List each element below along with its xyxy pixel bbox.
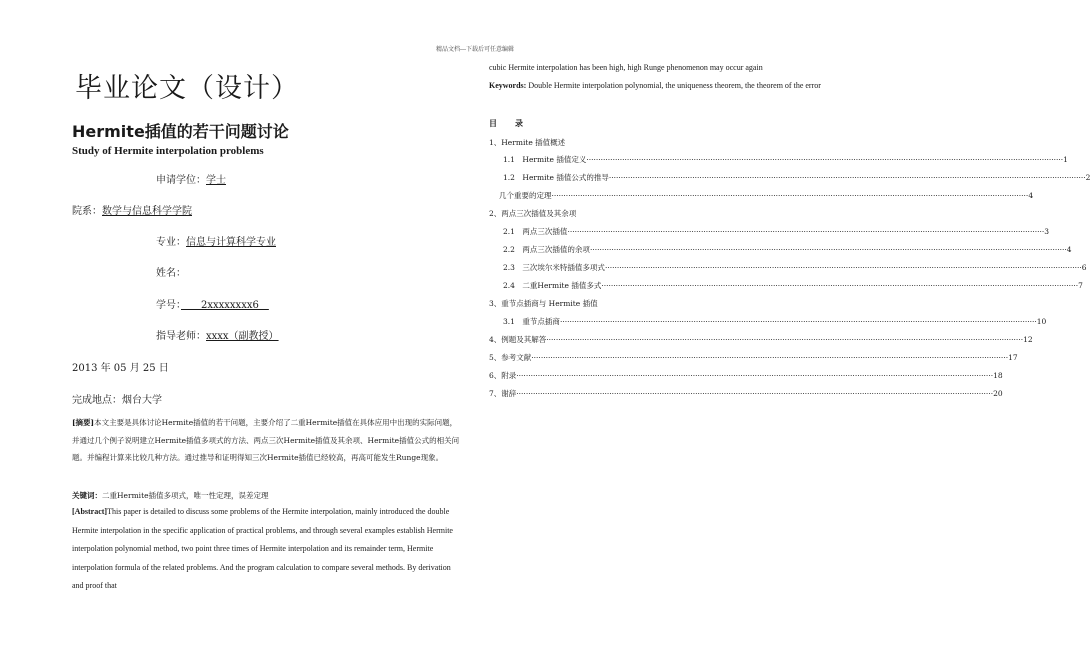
toc-heading: 目录 xyxy=(489,118,541,128)
toc-entry-page: 7 xyxy=(1078,281,1083,290)
id-value: 2xxxxxxxx6 xyxy=(181,300,269,311)
toc-entry-label: 7、谢辞 xyxy=(489,389,517,398)
toc-entry-page: 17 xyxy=(1008,353,1018,362)
advisor-field xyxy=(156,327,279,342)
toc-entry xyxy=(503,154,1068,168)
major-field xyxy=(156,233,276,248)
place: 完成地点：烟台大学 xyxy=(72,395,162,406)
toc-entry-page: 1 xyxy=(1063,155,1068,164)
major-value: 信息与计算科学专业 xyxy=(186,237,276,248)
dept-value: 数学与信息科学学院 xyxy=(102,206,192,217)
thesis-title-cn: Hermite插值的若干问题讨论 xyxy=(72,122,289,141)
toc-leader-dots: ········································································································································································································ xyxy=(551,191,1029,200)
degree-field xyxy=(156,171,226,186)
toc-entry xyxy=(489,298,598,312)
toc-entry xyxy=(489,137,565,151)
name-label: 姓名： xyxy=(156,268,186,279)
toc-entry-page: 10 xyxy=(1036,317,1047,326)
degree-label: 申请学位： xyxy=(156,175,206,186)
keywords-en-text: Double Hermite interpolation polynomial, the uniqueness theorem, the theorem of the error xyxy=(526,81,821,90)
toc-entry-label: 3.1 重节点插商 xyxy=(503,317,560,326)
header-note: 精品文档---下载后可任意编辑 xyxy=(435,46,515,53)
toc-entry-page: 20 xyxy=(993,389,1003,398)
keywords-cn xyxy=(72,487,462,505)
keywords-cn-label: 关键词： xyxy=(72,491,102,500)
toc-entry-label: 2.1 两点三次插值 xyxy=(503,227,568,236)
toc-entry-label: 2、两点三次插值及其余项 xyxy=(489,209,577,218)
toc-entry-label: 2.3 三次埃尔米特插值多项式 xyxy=(503,263,605,272)
toc-entry xyxy=(503,262,1087,276)
toc-entry xyxy=(489,370,1003,384)
toc-leader-dots: ········································································································································································································ xyxy=(516,389,994,398)
toc-leader-dots: ········································································································································································································ xyxy=(559,317,1037,326)
toc-entry-label: 几个重要的定理 xyxy=(499,191,552,200)
toc-entry-page: 18 xyxy=(993,371,1003,380)
toc-leader-dots: ········································································································································································································ xyxy=(589,245,1067,254)
toc-entry xyxy=(503,244,1072,258)
date: 2013 年 05 月 25 日 xyxy=(72,363,169,374)
toc-entry-page: 12 xyxy=(1023,335,1033,344)
major-label: 专业： xyxy=(156,237,186,248)
toc-entry-label: 6、附录 xyxy=(489,371,517,380)
toc-entry-label: 1.2 Hermite 插值公式的推导 xyxy=(503,173,609,182)
toc-leader-dots: ········································································································································································································ xyxy=(567,227,1045,236)
toc-leader-dots: ········································································································································································································ xyxy=(608,173,1086,182)
abstract-en-label: [Abstract] xyxy=(72,507,108,516)
abstract-en-continued: cubic Hermite interpolation has been high, high Runge phenomenon may occur again xyxy=(489,63,763,72)
toc-entry-label: 1、Hermite 插值概述 xyxy=(489,138,566,147)
toc-entry xyxy=(489,388,1003,402)
dept-label: 院系： xyxy=(72,206,102,217)
toc-leader-dots: ········································································································································································································ xyxy=(516,371,994,380)
abstract-cn xyxy=(72,414,462,467)
toc-entry xyxy=(489,352,1018,366)
abstract-en xyxy=(72,503,462,596)
toc-entry xyxy=(503,226,1050,240)
toc-entry-label: 4、例题及其解答 xyxy=(489,335,547,344)
toc-entry-page: 4 xyxy=(1066,245,1072,254)
keywords-en xyxy=(489,77,869,96)
toc-leader-dots: ········································································································································································································ xyxy=(586,155,1064,164)
toc-entry xyxy=(489,208,576,222)
toc-entry-label: 5、参考文献 xyxy=(489,353,532,362)
toc-entry xyxy=(503,280,1083,294)
toc-entry-label: 2.2 两点三次插值的余项 xyxy=(503,245,590,254)
thesis-title-en: Study of Hermite interpolation problems xyxy=(72,145,264,157)
abstract-cn-label: [摘要] xyxy=(72,418,95,427)
dept-field xyxy=(72,202,192,217)
toc-leader-dots: ········································································································································································································ xyxy=(604,263,1082,272)
advisor-value: xxxx（副教授） xyxy=(206,331,279,342)
keywords-cn-text: 二重Hermite插值多项式，唯一性定理，误差定理 xyxy=(102,491,269,500)
toc-entry-page: 6 xyxy=(1081,263,1087,272)
toc-entry xyxy=(503,316,1047,330)
toc-entry-label: 1.1 Hermite 插值定义 xyxy=(503,155,587,164)
advisor-label: 指导老师： xyxy=(156,331,206,342)
document-title: 毕业论文（设计） xyxy=(75,73,299,104)
toc-entry-page: 4 xyxy=(1028,191,1034,200)
degree-value: 学士 xyxy=(206,175,226,186)
keywords-en-label: Keywords: xyxy=(489,81,527,90)
name-field xyxy=(156,264,186,279)
toc-entry-label: 2.4 二重Hermite 插值多式 xyxy=(503,281,602,290)
abstract-cn-text: 本文主要是具体讨论Hermite插值的若干问题，主要介绍了二重Hermite插值在具体应用中出现的实际问题，并通过几个例子说明建立Hermite插值多项式的方法、两点三次Hermite插值及其余项、Hermite插值公式的相关问题。并编程计算来比较几种方法。通过推导和证明得知三次Hermite插值已经较高，再高可能发生Runge现象。 xyxy=(72,418,460,462)
toc-entry-page: 3 xyxy=(1044,227,1050,236)
toc-leader-dots: ········································································································································································································ xyxy=(546,335,1024,344)
toc-entry-label: 3、重节点插商与 Hermite 插值 xyxy=(489,299,598,308)
toc-leader-dots: ········································································································································································································ xyxy=(601,281,1079,290)
toc-entry xyxy=(489,334,1033,348)
toc-entry-page: 2 xyxy=(1085,173,1090,182)
toc-leader-dots: ········································································································································································································ xyxy=(531,353,1009,362)
abstract-en-text: This paper is detailed to discuss some problems of the Hermite interpolation, mainly introduced the double Hermite interpolation in the specific application of practical problems, and through several examples establish Hermite interpolation polynomial method, two point three times of Hermite interpolation and its remainder term, Hermite interpolation formula of the related problems. And the program calculation to compare several methods. By derivation and proof that xyxy=(72,507,453,590)
id-label: 学号： xyxy=(156,300,181,311)
id-field xyxy=(156,296,269,311)
toc-entry xyxy=(499,190,1034,204)
toc-entry xyxy=(503,172,1090,186)
